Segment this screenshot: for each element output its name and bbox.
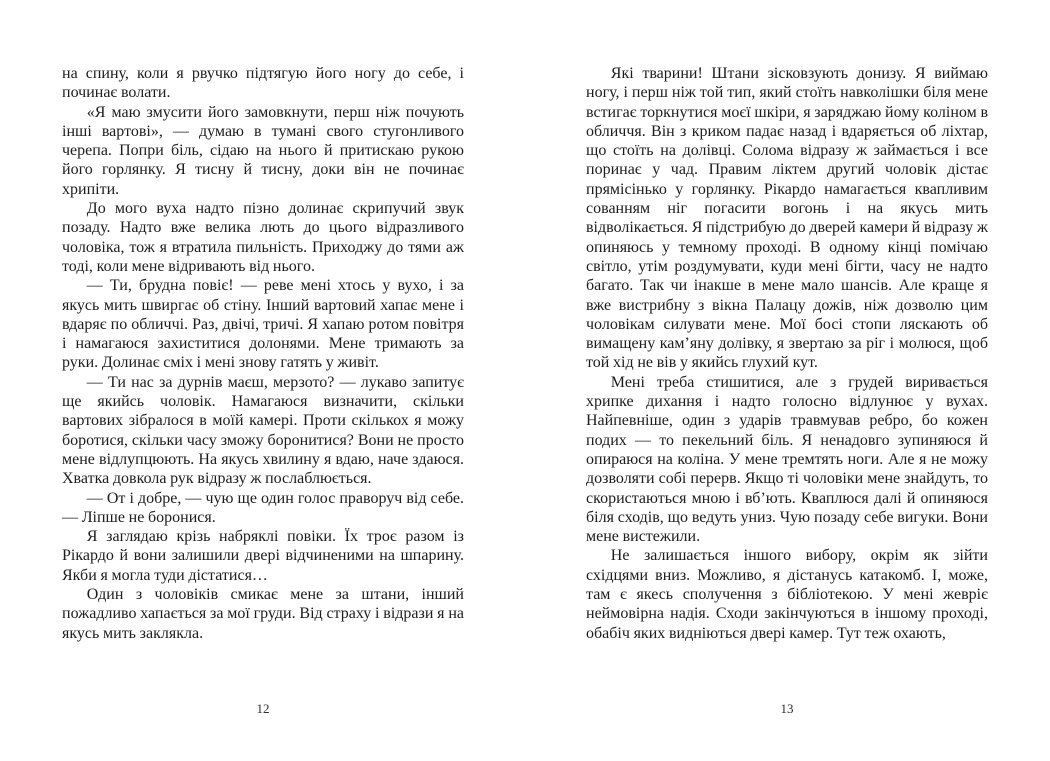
page-number-left: 12	[256, 701, 270, 716]
paragraph: — Ти, брудна повіє! — реве мені хтось у вухо, і за якусь мить швиргає об стіну. Інший вартовий хапає мене і вдаряє по обличчі. Раз, двічі, тричі. Я хапаю ротом повітря і намагаюся захиститися долонями. Мене тримають за руки. Долинає сміх і мені знову гатять у живіт.	[62, 277, 464, 372]
page-left-text	[62, 64, 464, 643]
paragraph: — Ти нас за дурнів маєш, мерзото? — лукаво запитує ще якийсь чоловік. Намагаюся визначити, скільки вартових зібралося в моїй камері. Проти скількох я можу боротися, скільки часу зможу боронитися? Вони не просто мене відлупцюють. На якусь хвилину я вдаю, наче здаюся. Хватка довкола рук відразу ж послаблюється.	[62, 373, 464, 488]
page-right-text	[586, 64, 988, 643]
page-right	[586, 64, 988, 744]
paragraph: Мені треба стишитися, але з грудей виривається хрипке дихання і надто голосно відлунює у вухах. Найпевніше, один з ударів травмував ребро, бо кожен подих — то пекельний біль. Я ненадовго зупиняюся й опираюся на коліна. У мене тремтять ноги. Але я не можу дозволяти собі перерв. Якщо ті чоловіки мене знайдуть, то скористаються мною і вб’ють. Кваплюся далі й опиняюся біля сходів, що ведуть униз. Чую позаду себе вигуки. Вони мене вистежили.	[586, 373, 988, 546]
paragraph: Не залишається іншого вибору, окрім як зійти східцями вниз. Можливо, я дістанусь катакомб. І, може, там є якесь сполучення з бібліотекою. У мені жевріє неймовірна надія. Сходи закінчуються в іншому проході, обабіч яких видніються двері камер. Тут теж охають,	[586, 547, 988, 642]
paragraph: Один з чоловіків смикає мене за штани, інший пожадливо хапається за мої груди. Від страху і відрази я на якусь мить заклякла.	[62, 586, 464, 642]
paragraph: До мого вуха надто пізно долинає скрипучий звук позаду. Надто вже велика лють до цього відразливого чоловіка, тож я втратила пильність. Приходжу до тями аж тоді, коли мене відривають від нього.	[62, 200, 464, 275]
page-number-right: 13	[780, 701, 794, 716]
paragraph: Я заглядаю крізь набряклі повіки. Їх троє разом із Рікардо й вони залишили двері відчиненими на шпарину. Якби я могла туди дістатися…	[62, 528, 464, 584]
paragraph: на спину, коли я рвучко підтягую його ногу до себе, і починає волати.	[62, 65, 464, 102]
paragraph: — От і добре, — чую ще один голос праворуч від себе. — Ліпше не боронися.	[62, 489, 464, 526]
paragraph: «Я маю змусити його замовкнути, перш ніж почують інші вартові», — думаю в тумані свого стугонливого черепа. Попри біль, сідаю на нього й притискаю рукою його горлянку. Я тисну й тисну, доки він не починає хрипіти.	[62, 103, 464, 198]
page-left	[62, 64, 464, 744]
paragraph: Які тварини! Штани зісковзують донизу. Я виймаю ногу, і перш ніж той тип, який стоїть навколішки біля мене встигає торкнутися моєї шкіри, я заряджаю йому коліном в обличчя. Він з криком падає назад і вдаряється об ліхтар, що стоїть на долівці. Солома відразу ж займається і все поринає у чад. Правим ліктем другий чоловік дістає прямісінько у горлянку. Рікардо намагається квапливим сованням ніг погасити вогонь і на якусь мить відволікається. Я підстрибую до дверей камери й відразу ж опиняюсь у темному проході. В одному кінці помічаю світло, утім роздумувати, куди мені бігти, часу не надто багато. Так чи інакше в мене мало шансів. Але краще я вже вистрибну з вікна Палацу дожів, ніж дозволю цим чоловікам силувати мене. Мої босі стопи ляскають об вимащену кам’яну долівку, я звертаю за ріг і молюся, щоб той хід не вів у якийсь глухий кут.	[586, 65, 988, 372]
